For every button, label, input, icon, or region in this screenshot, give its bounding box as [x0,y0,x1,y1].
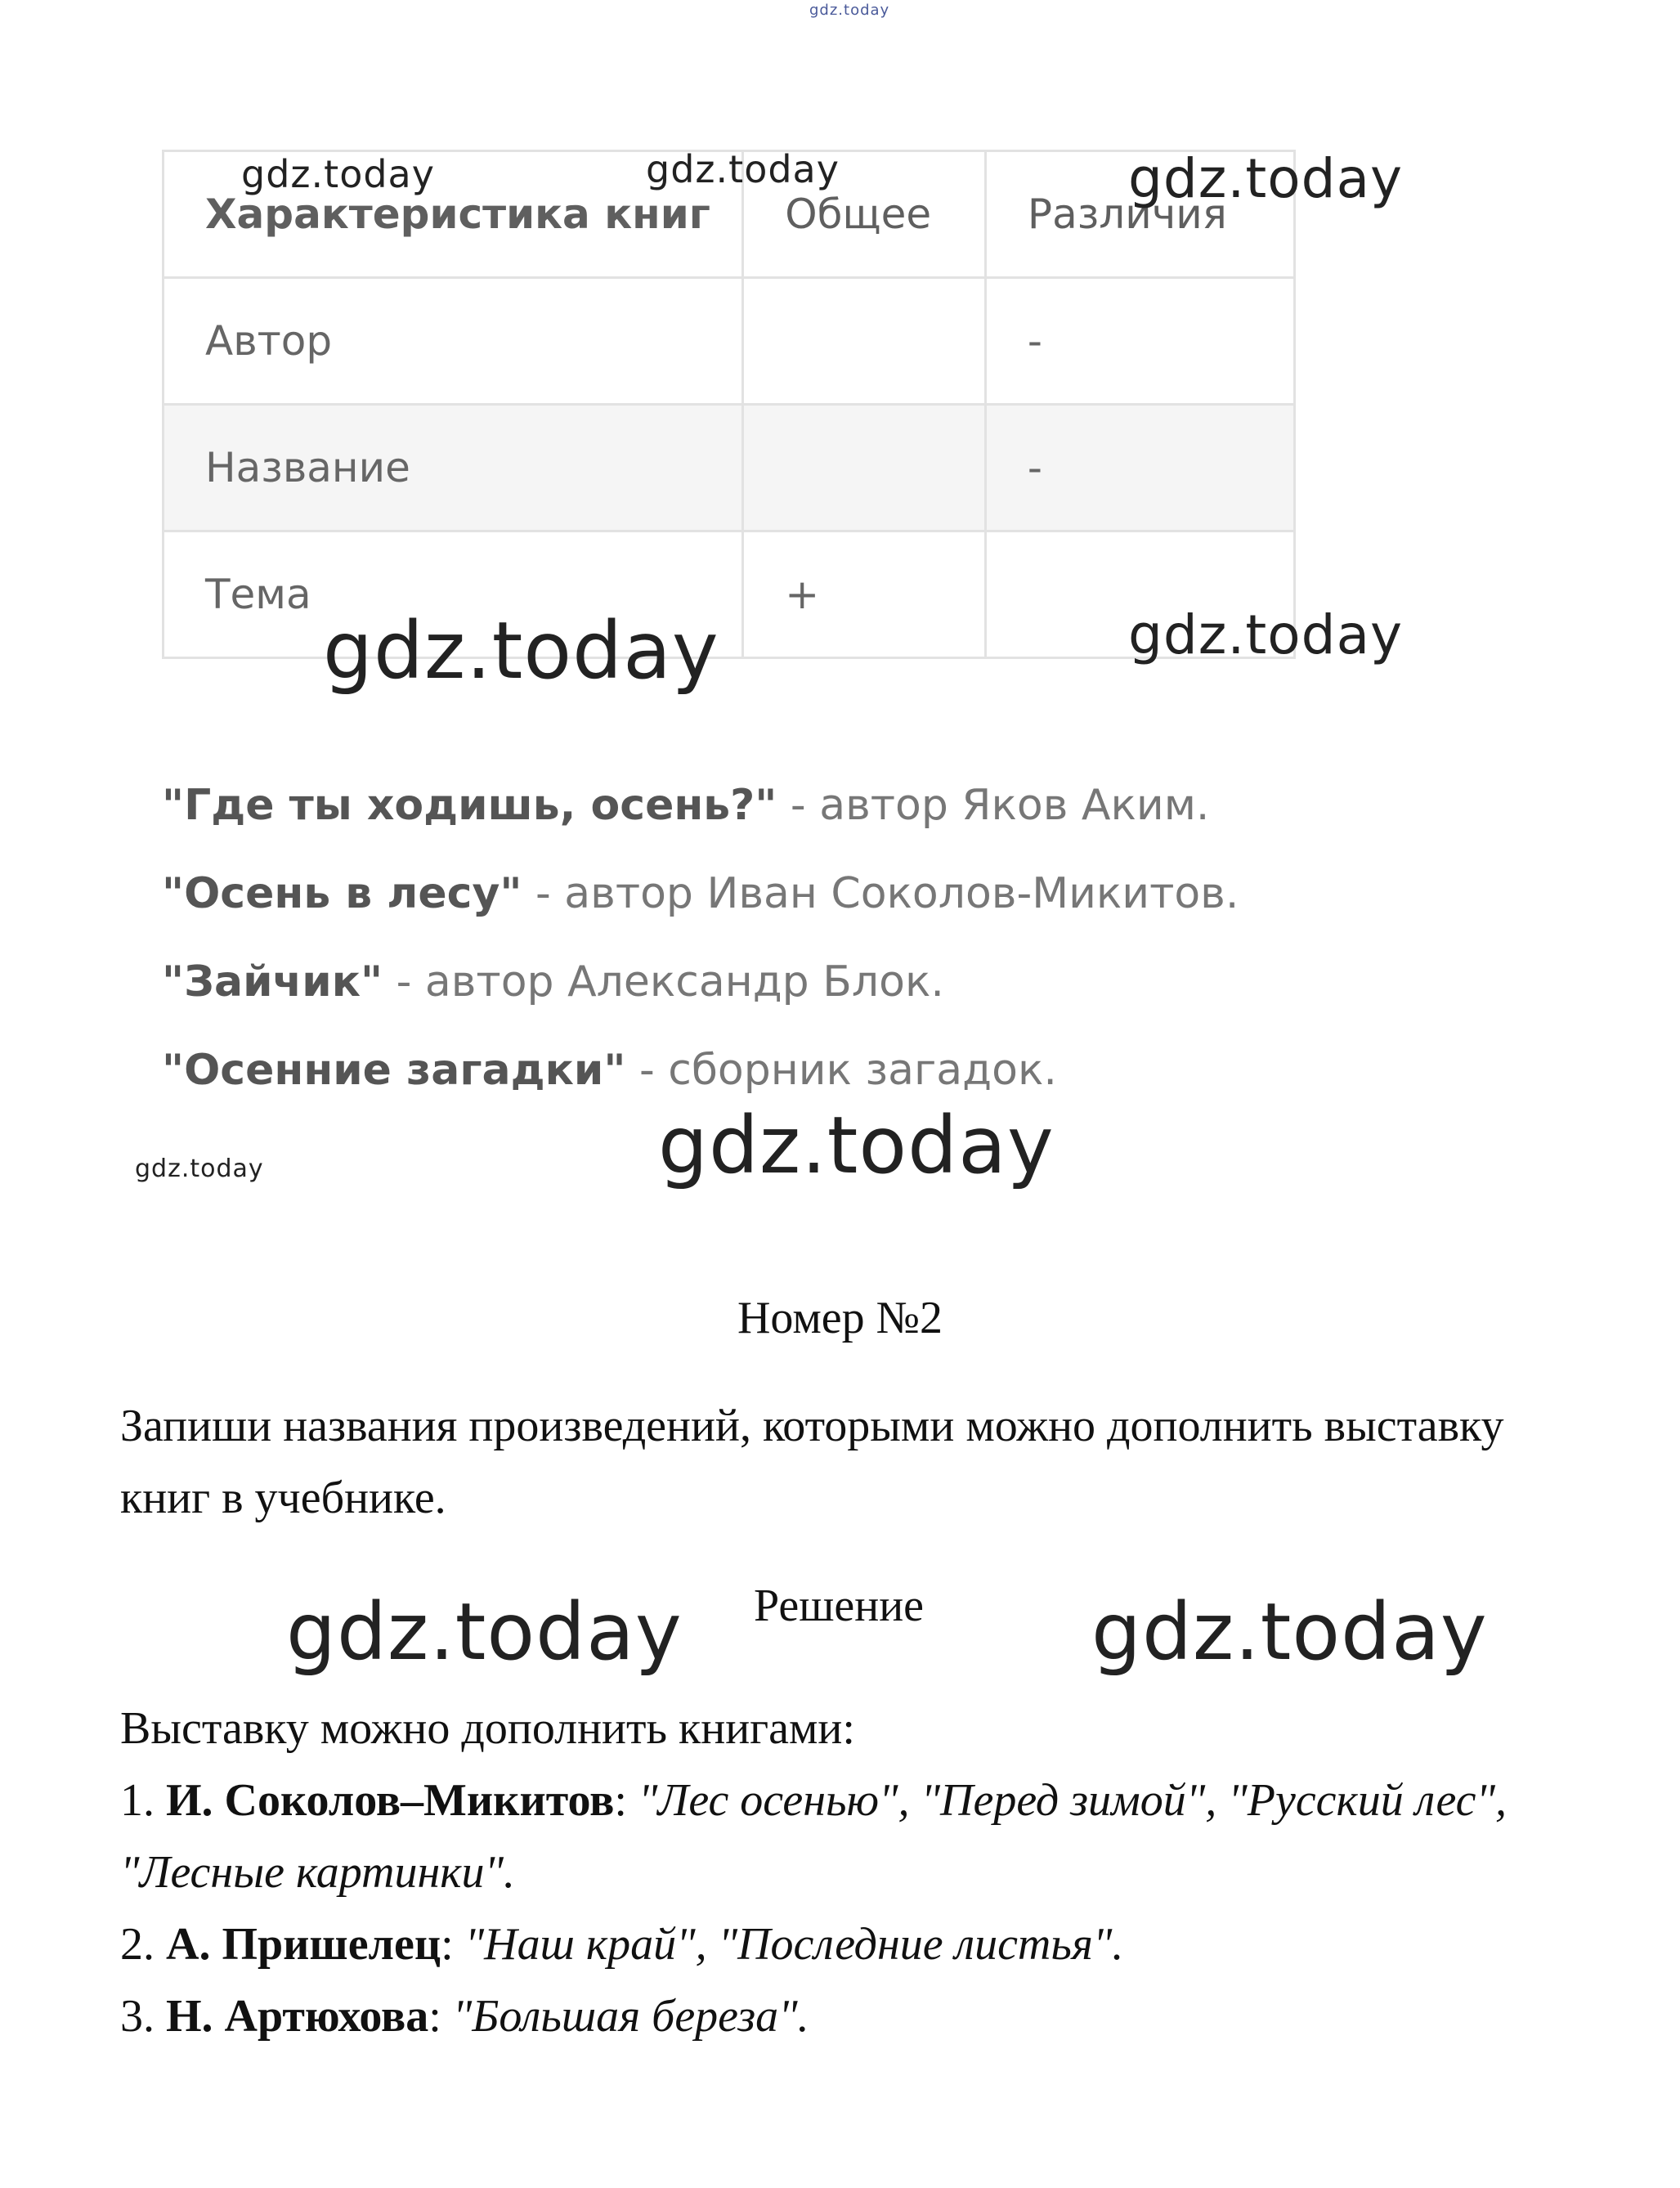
table-cell: - [985,405,1294,531]
watermark: gdz.today [809,2,890,19]
watermark: gdz.today [323,605,719,697]
answer-block [120,1693,1575,2052]
book-title: "Осенние загадки" [162,1046,626,1095]
table-row [164,405,1295,531]
list-item: 2. А. Пришелец: "Наш край", "Последние листья". [120,1919,1124,1970]
item-author: Н. Артюхова [166,1991,429,2042]
solution-title: Решение [754,1580,925,1631]
book-title: "Осень в лесу" [162,869,522,918]
list-item: 1. И. Соколов–Микитов: "Лес осенью", "Перед зимой", "Русский лес", "Лесные картинки". [120,1775,1508,1898]
table-header-cell: Характеристика книг [164,151,743,278]
exercise-heading: Номер №2 [737,1293,943,1343]
book-desc: - сборник загадок. [625,1046,1057,1095]
answer-intro: Выставку можно дополнить книгами: [120,1703,855,1754]
item-works: "Лес осенью", "Перед зимой", "Русский лес", "Лесные картинки". [120,1775,1508,1898]
item-author: А. Пришелец [166,1919,441,1970]
item-works: "Большая береза". [452,1991,809,2042]
watermark: gdz.today [658,1100,1055,1191]
list-item [162,949,1239,1038]
item-number: 3. [120,1991,155,2042]
watermark: gdz.today [646,147,840,191]
table-cell: - [985,278,1294,405]
table-cell: + [743,531,986,658]
watermark: gdz.today [1128,603,1404,666]
item-works: "Наш край", "Последние листья". [464,1919,1124,1970]
list-item [162,861,1239,949]
book-desc: - автор Яков Аким. [777,781,1210,830]
watermark: gdz.today [135,1155,264,1183]
book-title: "Зайчик" [162,957,383,1007]
item-number: 2. [120,1919,155,1970]
list-item: 3. Н. Артюхова: "Большая береза". [120,1991,809,2042]
books-comparison-table [162,150,1296,659]
table-header-cell: Общее [743,151,986,278]
table-row [164,278,1295,405]
item-author: И. Соколов–Микитов [166,1775,615,1826]
table-cell: Автор [164,278,743,405]
watermark: gdz.today [241,152,435,196]
watermark: gdz.today [286,1586,683,1678]
book-title: "Где ты ходишь, осень?" [162,781,777,830]
book-desc: - автор Иван Соколов-Микитов. [522,869,1239,918]
table-cell [743,405,986,531]
list-item [162,773,1239,861]
watermark: gdz.today [1091,1586,1488,1678]
watermark: gdz.today [1128,147,1404,210]
book-desc: - автор Александр Блок. [383,957,944,1007]
table-cell: Название [164,405,743,531]
table-header-cell: Различия [985,151,1294,278]
table-cell: Тема [164,531,743,658]
book-list [162,773,1239,1126]
item-number: 1. [120,1775,155,1826]
table-cell [743,278,986,405]
task-text: Запиши названия произведений, которыми можно дополнить выставку книг в учебнике. [120,1401,1504,1523]
